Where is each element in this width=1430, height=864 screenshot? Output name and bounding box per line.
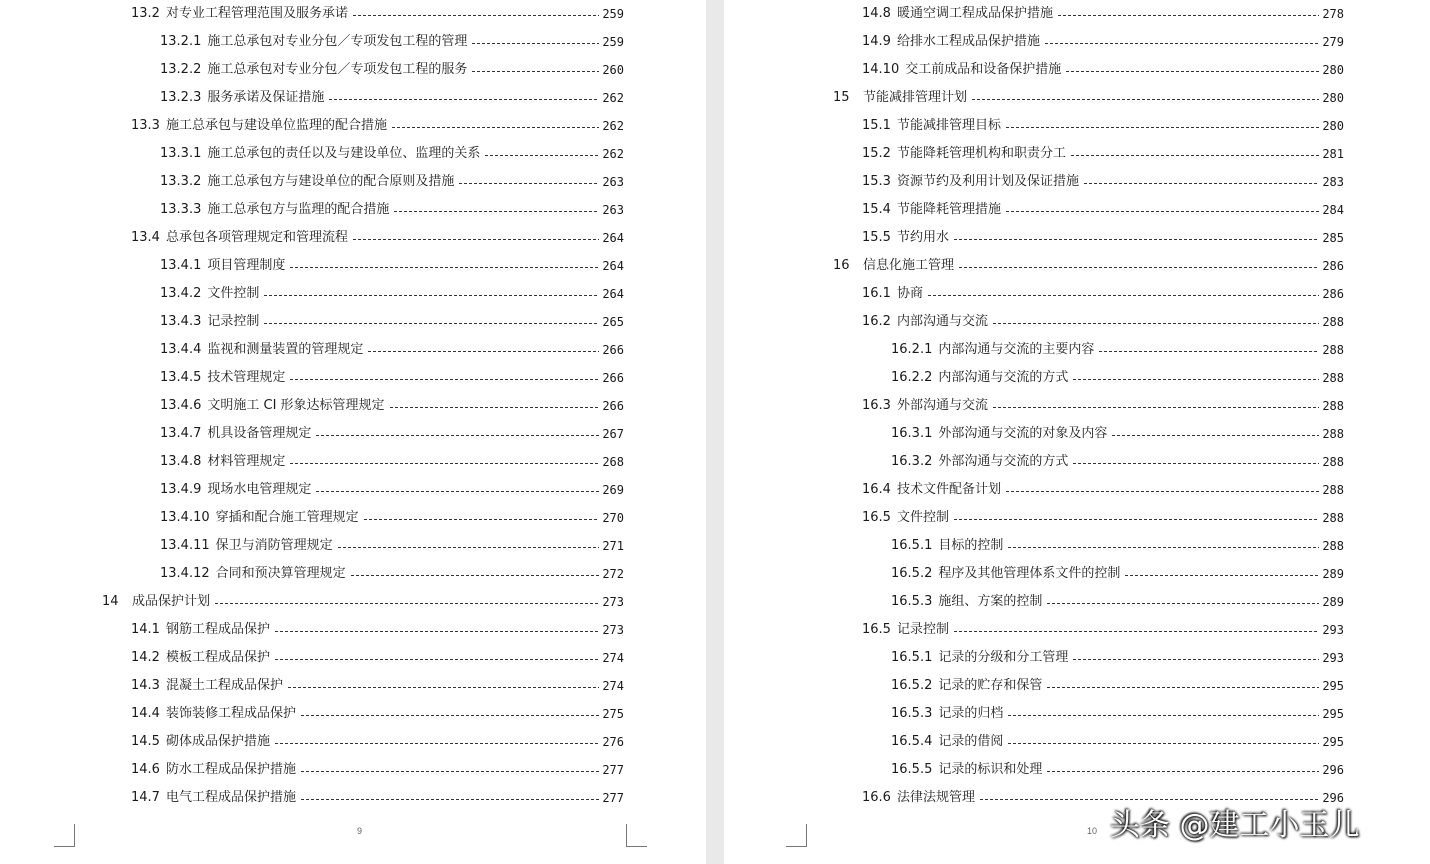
toc-entry-title: 节能减排管理目标 xyxy=(896,118,1001,133)
toc-entry[interactable] xyxy=(131,728,624,756)
toc-entry-page: 296 xyxy=(1322,763,1344,777)
toc-entry-title: 装饰装修工程成品保护 xyxy=(165,706,296,721)
toc-entry-number: 14.8 xyxy=(862,6,891,21)
toc-entry-number: 14.4 xyxy=(131,706,160,721)
toc-entry-number: 15 xyxy=(833,90,850,105)
toc-entry-page: 266 xyxy=(602,343,624,357)
toc-entry[interactable] xyxy=(160,448,624,476)
toc-entry-number: 16.3 xyxy=(862,398,891,413)
toc-entry-title: 程序及其他管理体系文件的控制 xyxy=(938,566,1121,581)
toc-entry-page: 279 xyxy=(1322,35,1344,49)
toc-entry-page: 286 xyxy=(1322,287,1344,301)
toc-entry-title: 节能降耗管理机构和职责分工 xyxy=(896,146,1066,161)
toc-entry-number: 13.4.1 xyxy=(160,258,202,273)
toc-entry[interactable] xyxy=(160,28,624,56)
toc-entry-page: 293 xyxy=(1322,623,1344,637)
toc-entry-page: 283 xyxy=(1322,175,1344,189)
toc-entry[interactable] xyxy=(891,756,1344,784)
toc-entry-number: 15.4 xyxy=(862,202,891,217)
toc-entry[interactable] xyxy=(891,644,1344,672)
toc-leader-dots xyxy=(275,743,599,744)
toc-entry[interactable] xyxy=(160,56,624,84)
toc-entry-number: 16.6 xyxy=(862,790,891,805)
toc-entry-number: 13.4.7 xyxy=(160,426,202,441)
toc-entry-number: 13.4.3 xyxy=(160,314,202,329)
toc-entry-number: 16.4 xyxy=(862,482,891,497)
margin-corner-mark xyxy=(54,824,75,847)
toc-entry-title: 材料管理规定 xyxy=(207,454,286,469)
toc-leader-dots xyxy=(316,491,599,492)
margin-corner-mark xyxy=(786,824,807,847)
toc-entry-number: 13.2 xyxy=(131,6,160,21)
toc-leader-dots xyxy=(954,239,1319,240)
toc-entry-page: 264 xyxy=(602,231,624,245)
toc-entry-title: 混凝土工程成品保护 xyxy=(165,678,283,693)
toc-leader-dots xyxy=(301,715,599,716)
toc-leader-dots xyxy=(954,519,1319,520)
toc-leader-dots xyxy=(290,463,599,464)
toc-entry-number: 16 xyxy=(833,258,850,273)
toc-entry[interactable] xyxy=(160,336,624,364)
toc-entry-page: 288 xyxy=(1322,483,1344,497)
toc-entry[interactable] xyxy=(160,252,624,280)
toc-entry-page: 280 xyxy=(1322,91,1344,105)
toc-entry-page: 288 xyxy=(1322,343,1344,357)
toc-leader-dots xyxy=(928,295,1319,296)
toc-entry-number: 13.3.2 xyxy=(160,174,202,189)
toc-leader-dots xyxy=(1045,43,1319,44)
toc-entry-number: 14.6 xyxy=(131,762,160,777)
toc-entry-number: 14.1 xyxy=(131,622,160,637)
toc-entry-page: 266 xyxy=(602,399,624,413)
toc-entry[interactable] xyxy=(160,140,624,168)
toc-entry-title: 项目管理制度 xyxy=(207,258,286,273)
toc-entry-title: 防水工程成品保护措施 xyxy=(165,762,296,777)
toc-leader-dots xyxy=(264,295,599,296)
toc-entry-page: 266 xyxy=(602,371,624,385)
toc-entry-number: 16.5.2 xyxy=(891,678,933,693)
toc-leader-dots xyxy=(275,631,599,632)
toc-entry-page: 295 xyxy=(1322,679,1344,693)
toc-leader-dots xyxy=(1047,687,1319,688)
toc-entry-number: 16.5.5 xyxy=(891,762,933,777)
toc-leader-dots xyxy=(215,603,599,604)
toc-leader-dots xyxy=(290,379,599,380)
toc-leader-dots xyxy=(1099,351,1319,352)
toc-entry-number: 14.5 xyxy=(131,734,160,749)
toc-entry-page: 273 xyxy=(602,595,624,609)
toc-entry[interactable] xyxy=(862,504,1344,532)
toc-entry-number: 15.5 xyxy=(862,230,891,245)
toc-entry-page: 264 xyxy=(602,259,624,273)
toc-leader-dots xyxy=(301,799,599,800)
toc-leader-dots xyxy=(972,99,1319,100)
toc-entry-page: 259 xyxy=(602,35,624,49)
toc-entry-number: 16.5 xyxy=(862,622,891,637)
toc-entry-page: 288 xyxy=(1322,539,1344,553)
toc-entry-page: 269 xyxy=(602,483,624,497)
toc-entry-page: 275 xyxy=(602,707,624,721)
toc-entry-number: 13.4.8 xyxy=(160,454,202,469)
toc-leader-dots xyxy=(1006,211,1319,212)
toc-entry-number: 16.2.1 xyxy=(891,342,933,357)
toc-entry-title: 节能降耗管理措施 xyxy=(896,202,1001,217)
toc-leader-dots xyxy=(368,351,599,352)
toc-entry-page: 288 xyxy=(1322,427,1344,441)
toc-entry-title: 施工总承包方与监理的配合措施 xyxy=(207,202,390,217)
toc-entry[interactable] xyxy=(160,168,624,196)
toc-entry-page: 277 xyxy=(602,791,624,805)
toc-entry-title: 合同和预决算管理规定 xyxy=(215,566,346,581)
toc-entry-page: 285 xyxy=(1322,231,1344,245)
toc-entry-title: 交工前成品和设备保护措施 xyxy=(905,62,1062,77)
toc-entry-number: 13.4.6 xyxy=(160,398,202,413)
toc-entry-page: 295 xyxy=(1322,707,1344,721)
toc-entry-title: 保卫与消防管理规定 xyxy=(215,538,333,553)
toc-leader-dots xyxy=(1084,183,1319,184)
toc-leader-dots xyxy=(353,239,599,240)
toc-entry-title: 施工总承包对专业分包／专项发包工程的管理 xyxy=(207,34,468,49)
toc-entry-title: 成品保护计划 xyxy=(132,594,211,609)
toc-entry-title: 施工总承包与建设单位监理的配合措施 xyxy=(165,118,387,133)
toc-entry-page: 276 xyxy=(602,735,624,749)
toc-entry[interactable] xyxy=(891,420,1344,448)
toc-entry-number: 15.2 xyxy=(862,146,891,161)
toc-entry-number: 14.10 xyxy=(862,62,900,77)
toc-entry[interactable] xyxy=(891,728,1344,756)
toc-entry-number: 16.5.4 xyxy=(891,734,933,749)
toc-entry-page: 271 xyxy=(602,539,624,553)
toc-entry-number: 13.2.2 xyxy=(160,62,202,77)
toc-leader-dots xyxy=(301,771,599,772)
toc-leader-dots xyxy=(264,323,599,324)
toc-leader-dots xyxy=(394,211,599,212)
toc-entry-page: 263 xyxy=(602,175,624,189)
toc-entry-title: 文件控制 xyxy=(896,510,949,525)
toc-entry-title: 总承包各项管理规定和管理流程 xyxy=(165,230,348,245)
toc-entry-title: 信息化施工管理 xyxy=(863,258,955,273)
toc-entry-number: 13.4.10 xyxy=(160,510,210,525)
toc-entry[interactable] xyxy=(862,0,1344,28)
toc-entry-title: 协商 xyxy=(896,286,923,301)
toc-leader-dots xyxy=(275,659,599,660)
toc-entry[interactable] xyxy=(160,392,624,420)
toc-entry[interactable] xyxy=(160,532,624,560)
toc-entry-page: 262 xyxy=(602,91,624,105)
toc-entry-number: 16.5.2 xyxy=(891,566,933,581)
toc-leader-dots xyxy=(288,687,599,688)
toc-entry-number: 13.4.9 xyxy=(160,482,202,497)
toc-entry[interactable] xyxy=(862,392,1344,420)
toc-entry-number: 13.2.1 xyxy=(160,34,202,49)
toc-entry-title: 暖通空调工程成品保护措施 xyxy=(896,6,1053,21)
toc-entry-number: 13.4.12 xyxy=(160,566,210,581)
toc-leader-dots xyxy=(364,519,600,520)
toc-leader-dots xyxy=(392,127,599,128)
toc-entry-number: 13.4.2 xyxy=(160,286,202,301)
toc-entry-title: 资源节约及利用计划及保证措施 xyxy=(896,174,1079,189)
toc-leader-dots xyxy=(993,407,1319,408)
toc-entry-title: 模板工程成品保护 xyxy=(165,650,270,665)
toc-entry-title: 对专业工程管理范围及服务承诺 xyxy=(165,6,348,21)
toc-entry-title: 记录的借阅 xyxy=(938,734,1004,749)
toc-leader-dots xyxy=(1008,743,1319,744)
toc-entry-title: 记录控制 xyxy=(207,314,260,329)
toc-entry[interactable] xyxy=(862,112,1344,140)
toc-leader-dots xyxy=(1058,15,1319,16)
toc-entry-number: 13.2.3 xyxy=(160,90,202,105)
toc-entry[interactable] xyxy=(891,532,1344,560)
toc-entry-page: 284 xyxy=(1322,203,1344,217)
toc-entry[interactable] xyxy=(862,280,1344,308)
toc-entry-number: 13.4.4 xyxy=(160,342,202,357)
toc-entry[interactable] xyxy=(160,364,624,392)
toc-entry-page: 265 xyxy=(602,315,624,329)
toc-leader-dots xyxy=(390,407,600,408)
toc-entry[interactable] xyxy=(131,112,624,140)
toc-entry-title: 内部沟通与交流的主要内容 xyxy=(938,342,1095,357)
toc-entry-page: 262 xyxy=(602,147,624,161)
toc-entry-number: 15.3 xyxy=(862,174,891,189)
margin-corner-mark xyxy=(626,824,647,847)
toc-leader-dots xyxy=(1006,491,1319,492)
toc-entry-page: 296 xyxy=(1322,791,1344,805)
toc-entry-number: 13.3.3 xyxy=(160,202,202,217)
toc-entry[interactable] xyxy=(833,252,1344,280)
toc-entry-title: 节能减排管理计划 xyxy=(863,90,968,105)
toc-entry-title: 外部沟通与交流的对象及内容 xyxy=(938,426,1108,441)
toc-entry-page: 288 xyxy=(1322,399,1344,413)
toc-entry-title: 内部沟通与交流的方式 xyxy=(938,370,1069,385)
toc-entry-title: 记录的归档 xyxy=(938,706,1004,721)
toc-entry-number: 16.1 xyxy=(862,286,891,301)
toc-entry-number: 13.3 xyxy=(131,118,160,133)
toc-entry[interactable] xyxy=(891,336,1344,364)
toc-entry-number: 14.2 xyxy=(131,650,160,665)
toc-leader-dots xyxy=(954,631,1319,632)
toc-entry-number: 13.4.5 xyxy=(160,370,202,385)
toc-entry-page: 280 xyxy=(1322,63,1344,77)
toc-entry-title: 施工总承包的责任以及与建设单位、监理的关系 xyxy=(207,146,481,161)
toc-entry[interactable] xyxy=(891,448,1344,476)
toc-entry-page: 288 xyxy=(1322,371,1344,385)
toc-leader-dots xyxy=(1073,379,1319,380)
toc-leader-dots xyxy=(329,99,599,100)
toc-entry-page: 273 xyxy=(602,623,624,637)
watermark: 头条 @建工小玉儿 xyxy=(1110,808,1360,843)
left-page xyxy=(0,0,706,864)
toc-entry-title: 记录的标识和处理 xyxy=(938,762,1043,777)
toc-leader-dots xyxy=(959,267,1319,268)
toc-entry-title: 施组、方案的控制 xyxy=(938,594,1043,609)
toc-entry-title: 记录的贮存和保管 xyxy=(938,678,1043,693)
toc-leader-dots xyxy=(1071,155,1319,156)
toc-entry[interactable] xyxy=(862,616,1344,644)
toc-entry-number: 13.4 xyxy=(131,230,160,245)
toc-entry[interactable] xyxy=(891,700,1344,728)
toc-entry-title: 文明施工 CI 形象达标管理规定 xyxy=(207,398,385,413)
toc-entry[interactable] xyxy=(102,588,624,616)
toc-leader-dots xyxy=(351,575,600,576)
toc-entry-title: 现场水电管理规定 xyxy=(207,482,312,497)
toc-entry-number: 16.2 xyxy=(862,314,891,329)
toc-leader-dots xyxy=(1073,659,1319,660)
toc-entry-page: 281 xyxy=(1322,147,1344,161)
toc-leader-dots xyxy=(1073,463,1319,464)
toc-entry[interactable] xyxy=(131,756,624,784)
toc-entry-title: 技术文件配备计划 xyxy=(896,482,1001,497)
toc-entry-title: 监视和测量装置的管理规定 xyxy=(207,342,364,357)
toc-leader-dots xyxy=(1125,575,1319,576)
toc-entry[interactable] xyxy=(131,224,624,252)
toc-entry-number: 14.9 xyxy=(862,34,891,49)
toc-entry-page: 274 xyxy=(602,651,624,665)
right-page xyxy=(724,0,1430,864)
toc-entry-page: 295 xyxy=(1322,735,1344,749)
toc-entry[interactable] xyxy=(862,196,1344,224)
toc-entry-number: 14.3 xyxy=(131,678,160,693)
toc-entry-title: 机具设备管理规定 xyxy=(207,426,312,441)
toc-entry-page: 280 xyxy=(1322,119,1344,133)
toc-entry-title: 施工总承包对专业分包／专项发包工程的服务 xyxy=(207,62,468,77)
toc-entry[interactable] xyxy=(160,476,624,504)
toc-entry-title: 砌体成品保护措施 xyxy=(165,734,270,749)
toc-entry-page: 286 xyxy=(1322,259,1344,273)
toc-entry-page: 260 xyxy=(602,63,624,77)
toc-entry[interactable] xyxy=(131,616,624,644)
toc-entry-title: 节约用水 xyxy=(896,230,949,245)
toc-entry-title: 施工总承包方与建设单位的配合原则及措施 xyxy=(207,174,455,189)
toc-entry-title: 记录控制 xyxy=(896,622,949,637)
toc-entry-title: 外部沟通与交流 xyxy=(896,398,988,413)
toc-entry[interactable] xyxy=(862,224,1344,252)
toc-leader-dots xyxy=(290,267,599,268)
toc-entry[interactable] xyxy=(160,504,624,532)
toc-leader-dots xyxy=(1066,71,1319,72)
toc-entry[interactable] xyxy=(160,420,624,448)
toc-entry-page: 263 xyxy=(602,203,624,217)
toc-entry[interactable] xyxy=(862,308,1344,336)
toc-leader-dots xyxy=(316,435,599,436)
toc-entry-number: 16.5.1 xyxy=(891,650,933,665)
toc-entry[interactable] xyxy=(131,700,624,728)
toc-entry-number: 16.5.3 xyxy=(891,594,933,609)
toc-leader-dots xyxy=(1008,547,1319,548)
toc-entry[interactable] xyxy=(160,280,624,308)
toc-entry[interactable] xyxy=(131,672,624,700)
toc-leader-dots xyxy=(472,71,599,72)
toc-entry[interactable] xyxy=(891,364,1344,392)
page-number: 10 xyxy=(1087,826,1098,836)
toc-entry-number: 16.5 xyxy=(862,510,891,525)
toc-entry-page: 288 xyxy=(1322,315,1344,329)
toc-leader-dots xyxy=(472,43,599,44)
toc-entry[interactable] xyxy=(131,644,624,672)
toc-leader-dots xyxy=(1047,771,1319,772)
toc-entry-page: 278 xyxy=(1322,7,1344,21)
toc-entry-page: 293 xyxy=(1322,651,1344,665)
toc-entry-title: 服务承诺及保证措施 xyxy=(207,90,325,105)
toc-entry[interactable] xyxy=(833,84,1344,112)
toc-entry-page: 289 xyxy=(1322,595,1344,609)
toc-entry[interactable] xyxy=(891,560,1344,588)
toc-entry[interactable] xyxy=(862,28,1344,56)
toc-leader-dots xyxy=(459,183,599,184)
toc-leader-dots xyxy=(1006,127,1319,128)
toc-entry-number: 16.5.3 xyxy=(891,706,933,721)
page-number: 9 xyxy=(357,826,363,836)
toc-entry[interactable] xyxy=(131,784,624,812)
toc-entry-page: 259 xyxy=(602,7,624,21)
toc-entry-page: 268 xyxy=(602,455,624,469)
toc-entry-number: 16.3.1 xyxy=(891,426,933,441)
toc-entry-number: 16.2.2 xyxy=(891,370,933,385)
toc-entry-number: 13.3.1 xyxy=(160,146,202,161)
toc-entry[interactable] xyxy=(891,588,1344,616)
toc-entry-page: 272 xyxy=(602,567,624,581)
toc-entry[interactable] xyxy=(131,0,624,28)
toc-entry-number: 16.5.1 xyxy=(891,538,933,553)
toc-leader-dots xyxy=(338,547,600,548)
toc-entry[interactable] xyxy=(862,476,1344,504)
toc-entry-number: 14.7 xyxy=(131,790,160,805)
toc-entry-page: 267 xyxy=(602,427,624,441)
toc-entry[interactable] xyxy=(160,560,624,588)
toc-entry[interactable] xyxy=(891,672,1344,700)
toc-entry-title: 目标的控制 xyxy=(938,538,1004,553)
toc-entry[interactable] xyxy=(862,140,1344,168)
toc-entry-title: 电气工程成品保护措施 xyxy=(165,790,296,805)
toc-entry-page: 270 xyxy=(602,511,624,525)
toc-entry-page: 264 xyxy=(602,287,624,301)
toc-entry-page: 277 xyxy=(602,763,624,777)
toc-entry-page: 274 xyxy=(602,679,624,693)
toc-entry-title: 外部沟通与交流的方式 xyxy=(938,454,1069,469)
toc-entry-title: 穿插和配合施工管理规定 xyxy=(215,510,359,525)
toc-entry-title: 技术管理规定 xyxy=(207,370,286,385)
toc-entry-number: 14 xyxy=(102,594,119,609)
toc-entry-page: 289 xyxy=(1322,567,1344,581)
toc-leader-dots xyxy=(1008,715,1319,716)
toc-entry-page: 288 xyxy=(1322,455,1344,469)
toc-leader-dots xyxy=(485,155,599,156)
toc-entry[interactable] xyxy=(160,196,624,224)
toc-entry-number: 16.3.2 xyxy=(891,454,933,469)
toc-entry-title: 给排水工程成品保护措施 xyxy=(896,34,1040,49)
toc-entry-title: 内部沟通与交流 xyxy=(896,314,988,329)
toc-entry-title: 文件控制 xyxy=(207,286,260,301)
toc-entry-page: 262 xyxy=(602,119,624,133)
toc-entry[interactable] xyxy=(862,168,1344,196)
toc-entry[interactable] xyxy=(160,308,624,336)
toc-leader-dots xyxy=(353,15,599,16)
toc-leader-dots xyxy=(1047,603,1319,604)
toc-leader-dots xyxy=(993,323,1319,324)
toc-entry[interactable] xyxy=(160,84,624,112)
toc-leader-dots xyxy=(1112,435,1319,436)
toc-entry-page: 288 xyxy=(1322,511,1344,525)
toc-entry-number: 15.1 xyxy=(862,118,891,133)
toc-entry-title: 法律法规管理 xyxy=(896,790,975,805)
toc-entry-title: 记录的分级和分工管理 xyxy=(938,650,1069,665)
toc-entry-title: 钢筋工程成品保护 xyxy=(165,622,270,637)
toc-entry[interactable] xyxy=(862,56,1344,84)
toc-entry-number: 13.4.11 xyxy=(160,538,210,553)
